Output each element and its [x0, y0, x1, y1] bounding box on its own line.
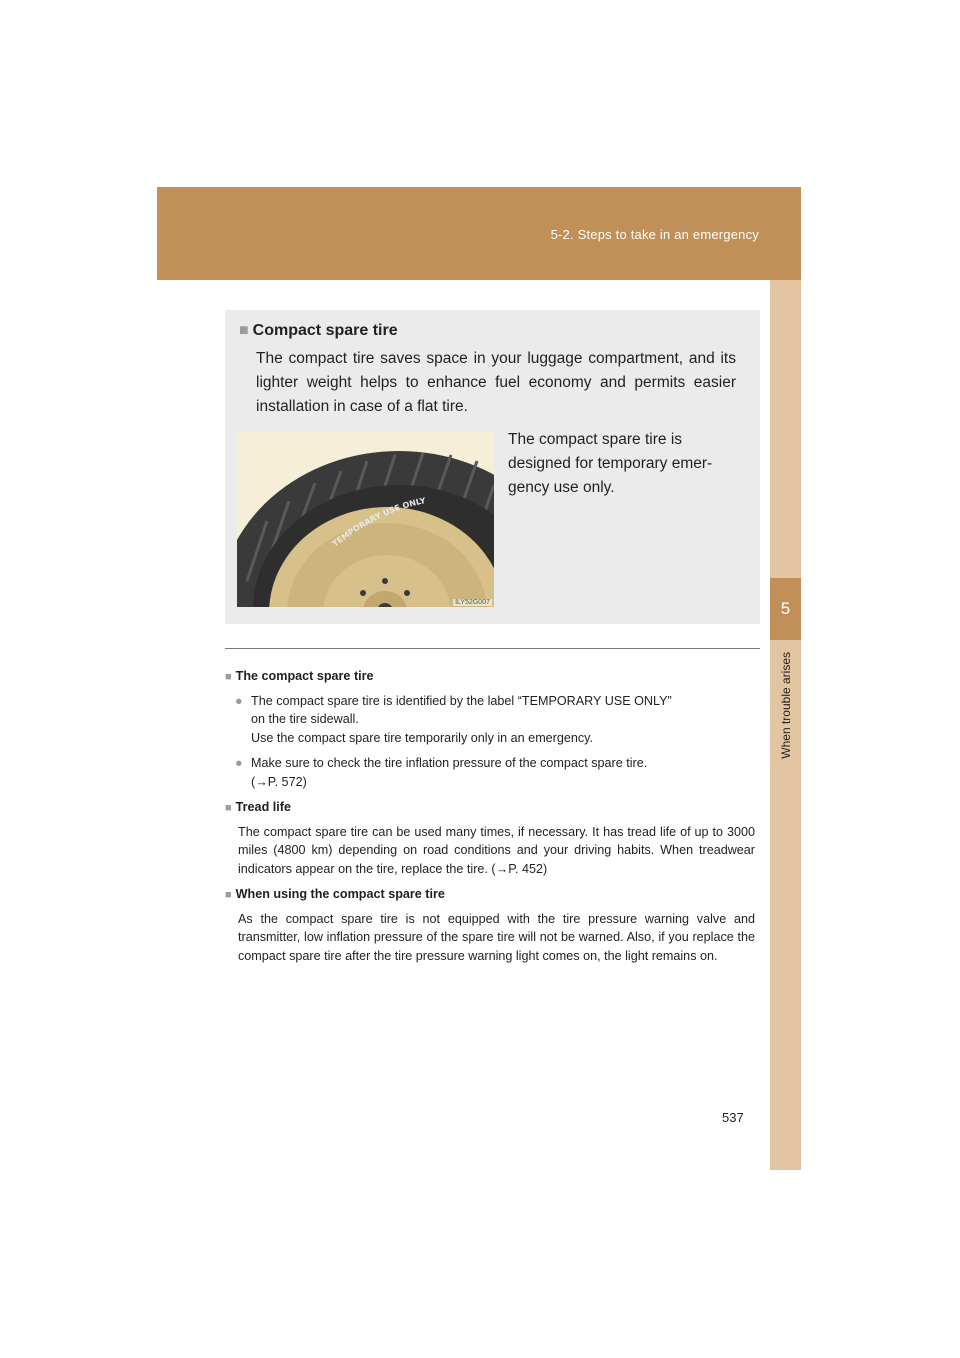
list-item-line: Use the compact spare tire temporarily only in an emergency. — [251, 730, 594, 745]
note-heading — [225, 667, 755, 687]
figure-code: ILY52G007 — [455, 599, 490, 606]
note-paragraph: The compact spare tire can be used many times, if necessary. It has tread life of up to 3000 miles (4800 km) depending on road conditions and your driving habits. When treadwear indicators appear on the tire, replace the tire. (→P. 452) — [238, 824, 755, 876]
header-band — [157, 187, 801, 280]
spare-tire-illustration — [237, 431, 494, 607]
square-bullet-icon: ■ — [225, 889, 232, 901]
note-heading-text: Tread life — [235, 800, 291, 814]
square-bullet-icon: ■ — [225, 802, 232, 814]
list-item — [225, 754, 755, 791]
caption-line: The compact spare tire is — [508, 431, 683, 448]
list-item-line: The compact spare tire is identified by the label “TEMPORARY USE ONLY” — [251, 693, 672, 708]
list-item — [225, 692, 755, 748]
section-title: 5-2. Steps to take in an emergency — [550, 227, 759, 242]
notes-section — [225, 667, 755, 972]
list-item-line: on the tire sidewall. — [251, 712, 359, 726]
circle-bullet-icon: ● — [235, 756, 243, 770]
note-paragraph: As the compact spare tire is not equipped with the tire pressure warning valve and transmitter, low inflation pressure of the spare tire will not be warned. Also, if you replace the compact spare tire after the tire pressure warning light comes on, the light remains on. — [238, 911, 755, 963]
chapter-tab[interactable]: 5 — [770, 578, 801, 640]
square-bullet-icon: ■ — [239, 322, 249, 339]
chapter-label — [770, 652, 801, 802]
list-item-line: Make sure to check the tire inflation pressure of the compact spare tire. — [251, 756, 648, 770]
box-heading — [239, 322, 398, 340]
figure-caption — [508, 428, 736, 500]
note-heading — [225, 885, 755, 905]
page-reference-link[interactable]: (→P. 572) — [251, 774, 307, 789]
box-paragraph: The compact tire saves space in your luggage compartment, and its lighter weight helps to enhance fuel economy and permits easier installation in case of a flat tire. — [256, 350, 736, 415]
chapter-label-text: When trouble arises — [778, 652, 793, 759]
tire-sidewall-label: TEMPORARY USE ONLY — [330, 496, 427, 549]
note-heading-text: When using the compact spare tire — [235, 887, 445, 901]
page-number: 537 — [722, 1110, 744, 1125]
square-bullet-icon: ■ — [225, 671, 232, 683]
caption-line: gency use only. — [508, 479, 615, 496]
tire-drawing — [237, 431, 494, 607]
compact-spare-tire-box — [225, 310, 760, 624]
note-heading-text: The compact spare tire — [235, 669, 374, 683]
circle-bullet-icon: ● — [235, 693, 243, 708]
box-heading-text: Compact spare tire — [252, 322, 398, 339]
note-heading — [225, 798, 755, 818]
caption-line: designed for temporary emer- — [508, 455, 713, 472]
divider — [225, 648, 760, 649]
